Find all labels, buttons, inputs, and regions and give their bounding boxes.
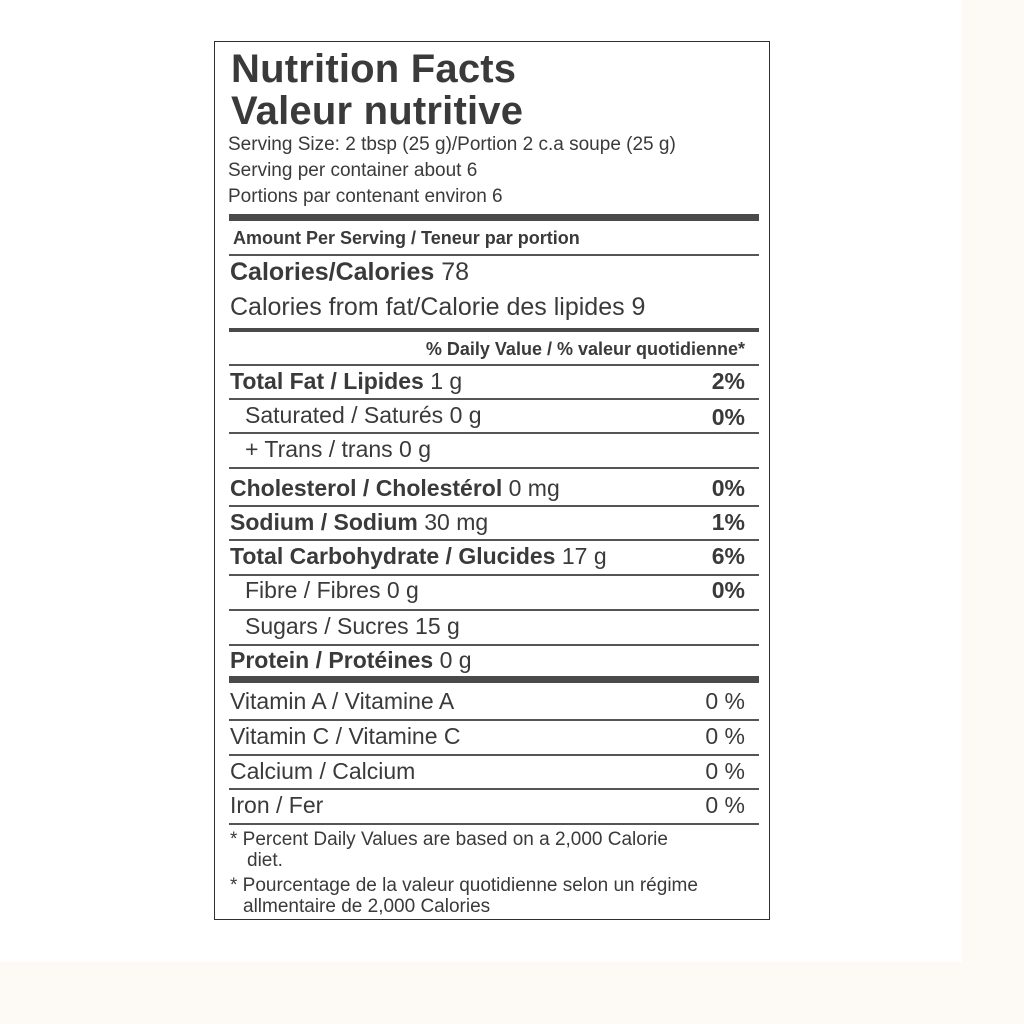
nutrient-label: Saturated / Saturés [245, 402, 444, 428]
nutrient-row-sodium [230, 509, 488, 536]
footnote-french-line1: * Pourcentage de la valeur quotidienne selon un régime [230, 875, 698, 896]
servings-per-container-fr: Portions par contenant environ 6 [228, 186, 503, 207]
nutrient-row-protein [230, 647, 472, 674]
divider [229, 754, 759, 756]
nutrient-row-carbohydrate [230, 543, 607, 570]
divider [229, 609, 759, 611]
mineral-row-iron: Iron / Fer [230, 792, 324, 818]
calories-from-fat: Calories from fat/Calorie des lipides 9 [230, 293, 646, 321]
nutrient-amount: 30 mg [424, 509, 489, 535]
nutrient-row-saturated [245, 402, 482, 429]
nutrient-label: Fibre / Fibres [245, 577, 381, 603]
serving-size: Serving Size: 2 tbsp (25 g)/Portion 2 c.a soupe (25 g) [228, 134, 676, 155]
nutrition-label [214, 41, 770, 920]
nutrient-amount: 0 g [386, 577, 419, 603]
vitamin-row-c: Vitamin C / Vitamine C [230, 723, 461, 749]
nutrient-dv: 2% [711, 368, 745, 394]
nutrient-row-fibre [245, 577, 419, 604]
nutrient-label: Total Carbohydrate / Glucides [230, 543, 556, 569]
vitamin-dv: 0 % [705, 723, 745, 749]
vitamin-row-a: Vitamin A / Vitamine A [230, 688, 455, 714]
divider [229, 644, 759, 646]
nutrient-label: Sodium / Sodium [230, 509, 418, 535]
amount-per-serving-header: Amount Per Serving / Teneur par portion [233, 228, 580, 248]
divider-thick [229, 214, 759, 221]
nutrient-row-cholesterol [230, 475, 560, 502]
nutrient-amount: 0 g [439, 647, 472, 673]
divider-thick [229, 328, 759, 332]
divider [229, 719, 759, 721]
divider [229, 432, 759, 434]
vitamin-dv: 0 % [705, 688, 745, 714]
mineral-dv: 0 % [705, 758, 745, 784]
divider-thick [229, 676, 759, 683]
nutrient-dv: 6% [711, 543, 745, 569]
nutrient-dv: 0% [711, 404, 745, 430]
divider [229, 505, 759, 507]
divider [229, 788, 759, 790]
mineral-row-calcium: Calcium / Calcium [230, 758, 416, 784]
daily-value-header: % Daily Value / % valeur quotidienne* [425, 339, 745, 359]
nutrient-label: Sugars / Sucres [245, 613, 409, 639]
footnote-english-line1: * Percent Daily Values are based on a 2,000 Calorie [230, 829, 668, 850]
nutrient-label: Protein / Protéines [230, 647, 434, 673]
divider [229, 398, 759, 400]
mineral-dv: 0 % [705, 792, 745, 818]
nutrient-label: + Trans / trans [245, 436, 393, 462]
nutrient-row-sugars [245, 613, 460, 640]
nutrient-dv: 0% [711, 475, 745, 501]
nutrient-amount: 0 g [399, 436, 432, 462]
nutrient-amount: 1 g [430, 368, 463, 394]
divider [229, 364, 759, 366]
nutrient-dv: 1% [711, 509, 745, 535]
nutrient-amount: 15 g [415, 613, 460, 639]
calories-value: 78 [441, 258, 470, 286]
footnote-french-line2: allmentaire de 2,000 Calories [243, 896, 491, 917]
nutrient-amount: 0 mg [508, 475, 560, 501]
divider [229, 254, 759, 256]
divider [229, 574, 759, 576]
nutrient-label: Total Fat / Lipides [230, 368, 424, 394]
nutrient-row-trans [245, 436, 431, 463]
nutrient-label: Cholesterol / Cholestérol [230, 475, 503, 501]
nutrient-row-total-fat [230, 368, 462, 395]
calories-row [230, 258, 469, 287]
calories-label: Calories/Calories [230, 258, 435, 286]
servings-per-container-en: Serving per container about 6 [228, 160, 478, 181]
divider [229, 539, 759, 541]
divider [229, 467, 759, 469]
nutrient-dv: 0% [711, 577, 745, 603]
divider [229, 823, 759, 825]
footnote-english-line2: diet. [247, 850, 283, 871]
nutrient-amount: 17 g [561, 543, 607, 569]
nutrient-amount: 0 g [449, 402, 482, 428]
title-english: Nutrition Facts [231, 47, 517, 91]
title-french: Valeur nutritive [231, 89, 524, 133]
